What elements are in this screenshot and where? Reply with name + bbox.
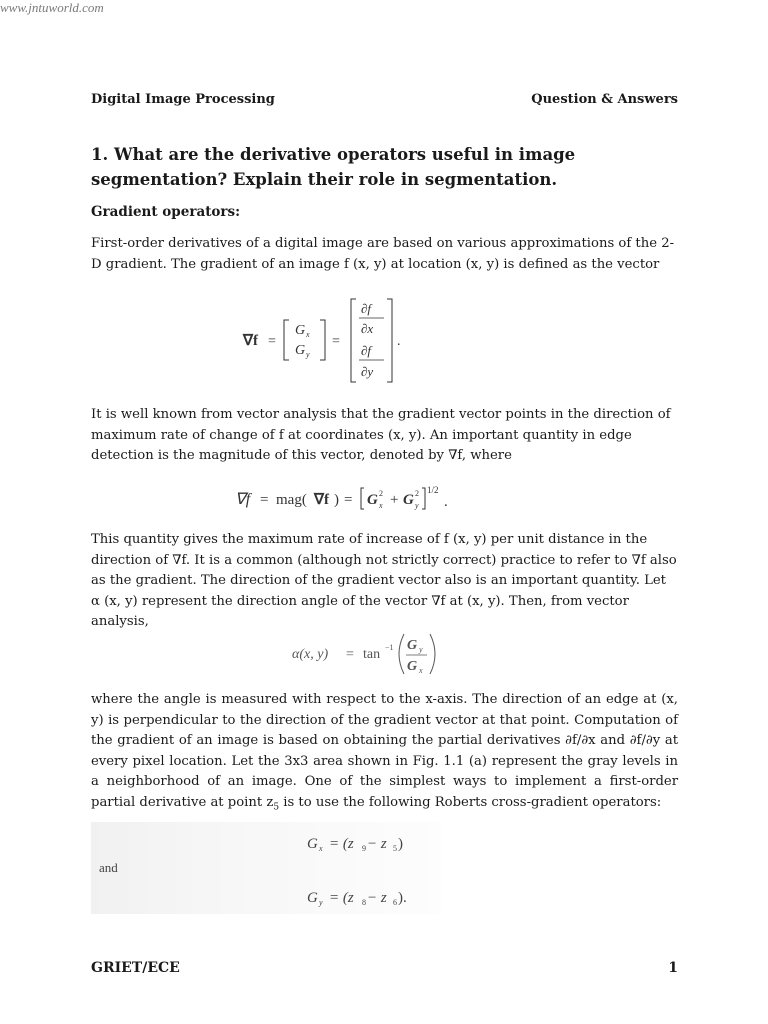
question-title: 1. What are the derivative operators useful in image segmentation? Explain their role in segmentation. xyxy=(91,145,576,189)
eq2-equals-1: = xyxy=(260,492,269,508)
roberts-gy-sub: y xyxy=(319,898,323,907)
eq1-equals-2: = xyxy=(332,334,340,349)
eq1-gy-sub: y xyxy=(306,350,310,359)
eq1-period: . xyxy=(397,334,401,349)
paragraph-gradient-magnitude: It is well known from vector analysis that the gradient vector points in the direction of maximum rate of change of f at coordinates (x, y). An important quantity in edge detection is the magnitude of this vector, denoted by ∇f, where xyxy=(91,407,671,463)
eq3-den: G xyxy=(407,659,418,674)
eq2-bracket-open xyxy=(361,488,364,509)
roberts-gx-rhs-a: = (z xyxy=(329,836,354,852)
eq2-nablaf: ∇f xyxy=(314,492,330,508)
eq2-equals-2: = xyxy=(344,492,353,508)
eq1-bracket-left-open xyxy=(284,320,289,360)
p4-subscript: 5 xyxy=(273,802,280,813)
roberts-gy-rhs-a: = (z xyxy=(329,890,354,906)
eq3-paren-close xyxy=(430,634,435,674)
roberts-gx-sub: x xyxy=(319,844,323,853)
equation-roberts-operators xyxy=(91,822,441,914)
eq3-num-sub: y xyxy=(419,645,423,654)
eq3-inv: −1 xyxy=(385,643,394,652)
roberts-gy: G xyxy=(307,890,318,906)
eq1-gx: G xyxy=(295,323,306,338)
eq3-paren-open xyxy=(399,634,404,674)
eq3-den-sub: x xyxy=(419,666,423,675)
roberts-gx-mid: − z xyxy=(367,836,387,852)
paragraph-gradient-definition: First-order derivatives of a digital image are based on various approximations of the 2-D gradient. The gradient of an image f (x, y) at location (x, y) is defined as the vector xyxy=(91,236,675,272)
paragraph-roberts-intro xyxy=(91,690,678,818)
eq2-sq1: 2 xyxy=(379,489,383,498)
eq3-equals: = xyxy=(346,647,354,662)
eq1-gx-sub: x xyxy=(306,330,310,339)
eq2-x: x xyxy=(379,501,383,510)
roberts-gy-sub1: 8 xyxy=(362,898,366,907)
header-subject: Digital Image Processing xyxy=(91,92,275,107)
page-number: 1 xyxy=(668,960,678,976)
roberts-gy-end: ). xyxy=(398,890,407,906)
roberts-gy-sub2: 6 xyxy=(393,898,397,907)
eq3-num: G xyxy=(407,638,418,653)
eq2-plus: + xyxy=(390,492,399,508)
roberts-gx-sub1: 9 xyxy=(362,844,366,853)
p4-text-b: is to use the following Roberts cross-gradient operators: xyxy=(279,794,662,810)
eq1-gy: G xyxy=(295,343,306,358)
eq2-close: ) xyxy=(334,492,339,508)
eq1-equals-1: = xyxy=(268,334,276,349)
equation-gradient-magnitude xyxy=(233,482,473,516)
eq2-period: . xyxy=(444,494,448,510)
equation-gradient-vector xyxy=(240,296,420,386)
eq2-mag: mag( xyxy=(276,492,307,508)
eq2-lhs: ∇f xyxy=(235,491,251,508)
eq1-df-top: ∂f xyxy=(361,301,372,316)
roberts-gy-mid: − z xyxy=(367,890,387,906)
eq1-df-bottom: ∂f xyxy=(361,343,372,358)
equation-direction-angle xyxy=(290,630,450,678)
roberts-gx-end: ) xyxy=(398,836,403,852)
roberts-gx: G xyxy=(307,836,318,852)
eq1-dy: ∂y xyxy=(361,364,374,379)
eq1-bracket-left-close xyxy=(320,320,325,360)
footer-department: GRIET/ECE xyxy=(91,960,180,976)
eq1-lhs: ∇f xyxy=(243,333,259,349)
eq2-exp: 1/2 xyxy=(427,485,439,495)
p4-text-a: where the angle is measured with respect to the x-axis. The direction of an edge at (x, y) is perpendicular to the direction of the gradient vector at that point. Computation of the gradient of an image is based on obtaining the partial derivatives ∂f/∂x and ∂f/∂y at every pixel location. Let the 3x3 area shown in Fig. 1.1 (a) represent the gray levels in a neighborhood of an image. One of the simplest ways to implement a first-order partial derivative at point z xyxy=(91,692,678,810)
eq3-tan: tan xyxy=(363,647,381,662)
eq3-lhs: α(x, y) xyxy=(292,647,329,662)
roberts-and: and xyxy=(99,860,118,875)
eq2-bracket-close xyxy=(422,488,425,509)
eq2-g2: G xyxy=(403,492,414,508)
eq1-dx: ∂x xyxy=(361,321,374,336)
header-section: Question & Answers xyxy=(531,92,678,107)
eq2-y: y xyxy=(415,501,419,510)
eq2-g1: G xyxy=(367,492,378,508)
roberts-gx-sub2: 5 xyxy=(393,844,397,853)
eq1-bracket-right-open xyxy=(351,299,356,382)
subheading-gradient-operators: Gradient operators: xyxy=(91,204,241,220)
eq1-bracket-right-close xyxy=(387,299,392,382)
watermark-url: www.jntuworld.com xyxy=(0,0,104,15)
eq2-sq2: 2 xyxy=(415,489,419,498)
paragraph-gradient-direction: This quantity gives the maximum rate of increase of f (x, y) per unit distance in the direction of ∇f. It is a common (although not strictly correct) practice to refer to ∇f also as the gradient. The direction of the gradient vector also is an important quantity. Let α (x, y) represent the direction angle of the vector ∇f at (x, y). Then, from vector analysis, xyxy=(91,532,677,629)
